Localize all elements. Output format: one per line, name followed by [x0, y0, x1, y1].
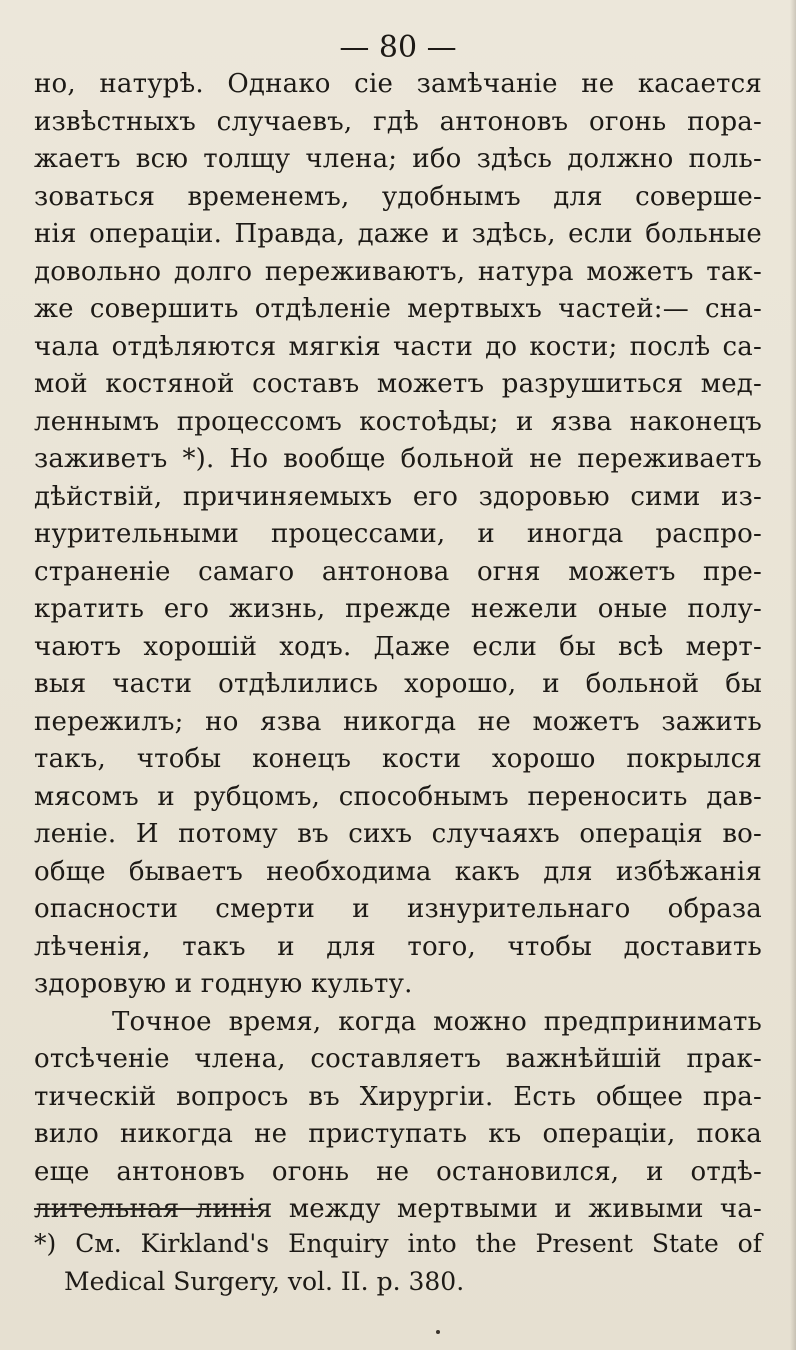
- text-line: опасности смерти и изнурительнаго образа: [34, 894, 762, 924]
- paragraph-end-line: здоровую и годную культу.: [34, 969, 413, 999]
- page-edge-shadow: [790, 0, 796, 1350]
- text-line: извѣстныхъ случаевъ, гдѣ антоновъ огонь пора-: [34, 106, 762, 137]
- text-line: страненіе самаго антонова огня можетъ пре-: [34, 556, 762, 587]
- text-line: лительная линія между мертвыми и живыми ча-: [34, 1194, 762, 1224]
- text-line: пережилъ; но язва никогда не можетъ зажить: [34, 706, 762, 737]
- paragraph-start-line: Точное время, когда можно предпринимать: [112, 1006, 762, 1037]
- text-line: заживетъ *). Но вообще больной не переживаетъ: [34, 444, 762, 474]
- text-line: мясомъ и рубцомъ, способнымъ переносить дав-: [34, 781, 762, 812]
- text-line: обще бываетъ необходима какъ для избѣжанія: [34, 856, 762, 887]
- text-line: отсѣченіе члена, составляетъ важнѣйшій прак-: [34, 1044, 762, 1074]
- text-line: такъ, чтобы конецъ кости хорошо покрылся: [34, 744, 762, 774]
- text-line: жаетъ всю толщу члена; ибо здѣсь должно поль-: [34, 144, 762, 174]
- text-line: выя части отдѣлились хорошо, и больной бы: [34, 669, 762, 699]
- text-line: лѣченія, такъ и для того, чтобы доставить: [34, 931, 762, 962]
- text-line: чаютъ хорошій ходъ. Даже если бы всѣ мерт-: [34, 631, 762, 662]
- footnote-divider: [34, 1208, 258, 1210]
- text-line: же совершить отдѣленіе мертвыхъ частей:— сна-: [34, 294, 762, 324]
- main-text-block: [34, 66, 762, 1229]
- print-speck: [436, 1330, 440, 1334]
- text-line: леннымъ процессомъ костоѣды; и язва наконецъ: [34, 406, 762, 437]
- page-number-header: — 80 —: [339, 30, 457, 65]
- text-line: дѣйствій, причиняемыхъ его здоровью сими из-: [34, 481, 762, 512]
- text-line: еще антоновъ огонь не остановился, и отдѣ-: [34, 1156, 762, 1187]
- footnote: [34, 1225, 762, 1301]
- text-line: зоваться временемъ, удобнымъ для соверше-: [34, 181, 762, 212]
- text-line: леніе. И потому въ сихъ случаяхъ операція во-: [34, 819, 762, 849]
- text-line: вило никогда не приступать къ операціи, пока: [34, 1119, 762, 1149]
- text-line: довольно долго переживаютъ, натура можетъ так-: [34, 256, 762, 287]
- text-line: нія операціи. Правда, даже и здѣсь, если больные: [34, 219, 762, 249]
- text-line: мой костяной составъ можетъ разрушиться мед-: [34, 369, 762, 399]
- text-line: кратить его жизнь, прежде нежели оные полу-: [34, 594, 762, 624]
- footnote-line: *) См. Kirkland's Enquiry into the Present State of: [34, 1229, 762, 1258]
- text-line: но, натурѣ. Однако сіе замѣчаніе не касается: [34, 69, 762, 99]
- footnote-line: Medical Surgery, vol. II. p. 380.: [64, 1267, 465, 1296]
- text-line: нурительными процессами, и иногда распро-: [34, 519, 762, 549]
- text-line: тическій вопросъ въ Хирургіи. Есть общее пра-: [34, 1081, 762, 1112]
- text-line: чала отдѣляются мягкія части до кости; послѣ са-: [34, 331, 762, 362]
